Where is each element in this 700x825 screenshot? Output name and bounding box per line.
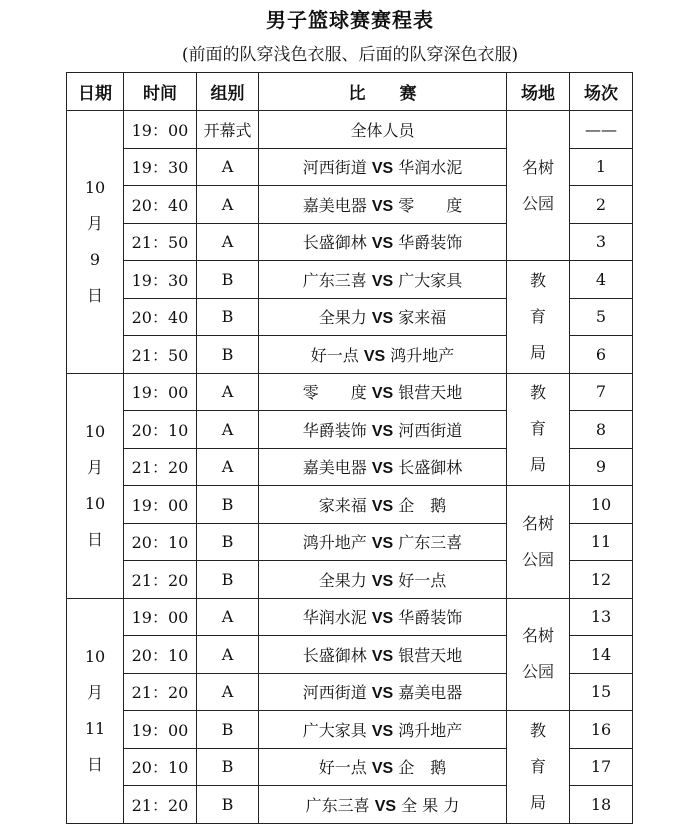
home-team: 零 度 xyxy=(302,383,367,403)
game-number-cell: 1 xyxy=(570,148,633,186)
away-team: 广东三喜 xyxy=(398,533,463,553)
time-cell: 21：50 xyxy=(124,336,197,374)
venue-line: 局 xyxy=(529,455,546,475)
venue-line: 名树 xyxy=(521,513,554,533)
match-cell xyxy=(259,448,507,486)
schedule-row xyxy=(67,373,633,411)
date-line: 日 xyxy=(86,529,103,549)
game-number-cell: 17 xyxy=(570,748,633,786)
away-team: 银营天地 xyxy=(398,383,463,403)
vs-label: VS xyxy=(371,310,394,328)
match-cell xyxy=(259,373,507,411)
match-cell xyxy=(259,336,507,374)
date-line: 10 xyxy=(84,421,106,441)
game-number-cell: 3 xyxy=(570,223,633,261)
home-team: 长盛御林 xyxy=(302,645,367,665)
match-cell xyxy=(259,748,507,786)
schedule-row xyxy=(67,486,633,524)
away-team: 长盛御林 xyxy=(398,458,463,478)
time-cell: 19：00 xyxy=(124,373,197,411)
time-cell: 19：00 xyxy=(124,598,197,636)
vs-label: VS xyxy=(371,572,394,590)
group-cell: B xyxy=(197,561,259,599)
home-team: 广东三喜 xyxy=(305,795,370,815)
match-cell xyxy=(259,298,507,336)
away-team: 银营天地 xyxy=(398,645,463,665)
match-cell xyxy=(259,598,507,636)
vs-label: VS xyxy=(371,197,394,215)
match-cell xyxy=(259,411,507,449)
header-group: 组别 xyxy=(197,73,259,111)
group-cell: A xyxy=(197,373,259,411)
game-number-cell: 6 xyxy=(570,336,633,374)
away-team: 广大家具 xyxy=(398,270,463,290)
header-date: 日期 xyxy=(67,73,124,111)
game-number-cell: 4 xyxy=(570,261,633,299)
game-number-cell: 5 xyxy=(570,298,633,336)
game-number-cell: 16 xyxy=(570,711,633,749)
away-team: 企 鹅 xyxy=(398,758,447,778)
date-line: 10 xyxy=(84,177,106,197)
group-cell: A xyxy=(197,186,259,224)
group-cell: A xyxy=(197,223,259,261)
match-cell xyxy=(259,186,507,224)
away-team: 嘉美电器 xyxy=(398,683,463,703)
game-number-cell: 13 xyxy=(570,598,633,636)
home-team: 好一点 xyxy=(318,758,367,778)
header-game-no: 场次 xyxy=(570,73,633,111)
home-team: 全果力 xyxy=(318,308,367,328)
game-number-cell: 15 xyxy=(570,673,633,711)
venue-line: 教 xyxy=(529,383,546,403)
time-cell: 20：40 xyxy=(124,186,197,224)
venue-cell xyxy=(507,486,570,599)
group-cell: B xyxy=(197,523,259,561)
group-cell: B xyxy=(197,336,259,374)
time-cell: 19：30 xyxy=(124,148,197,186)
match-cell xyxy=(259,786,507,824)
page-title: 男子篮球赛赛程表 xyxy=(266,8,434,32)
group-cell: B xyxy=(197,711,259,749)
home-team: 河西街道 xyxy=(302,158,367,178)
date-line: 11 xyxy=(84,718,106,738)
page-subtitle: (前面的队穿浅色衣服、后面的队穿深色衣服) xyxy=(181,45,519,65)
home-team: 好一点 xyxy=(310,345,359,365)
game-number-cell: 14 xyxy=(570,636,633,674)
time-cell: 19：00 xyxy=(124,111,197,149)
venue-line: 公园 xyxy=(521,549,554,569)
header-match: 比 赛 xyxy=(259,73,507,111)
group-cell: A xyxy=(197,673,259,711)
game-number-cell: 8 xyxy=(570,411,633,449)
venue-cell xyxy=(507,711,570,824)
match-cell xyxy=(259,636,507,674)
date-line: 日 xyxy=(86,754,103,774)
match-cell xyxy=(259,711,507,749)
match-cell xyxy=(259,261,507,299)
venue-cell xyxy=(507,373,570,486)
away-team: 华润水泥 xyxy=(398,158,463,178)
time-cell: 20：40 xyxy=(124,298,197,336)
home-team: 华润水泥 xyxy=(302,608,367,628)
time-cell: 20：10 xyxy=(124,411,197,449)
group-cell: B xyxy=(197,786,259,824)
time-cell: 19：30 xyxy=(124,261,197,299)
away-team: 鸿升地产 xyxy=(390,345,455,365)
group-cell: A xyxy=(197,636,259,674)
game-number-cell: 9 xyxy=(570,448,633,486)
group-cell: A xyxy=(197,411,259,449)
vs-label: VS xyxy=(371,235,394,253)
date-line: 月 xyxy=(86,213,103,233)
venue-line: 育 xyxy=(529,419,546,439)
game-number-cell: 18 xyxy=(570,786,633,824)
venue-cell xyxy=(507,111,570,261)
time-cell: 20：10 xyxy=(124,748,197,786)
home-team: 长盛御林 xyxy=(302,233,367,253)
match-cell xyxy=(259,523,507,561)
date-line: 月 xyxy=(86,682,103,702)
game-number-cell: 2 xyxy=(570,186,633,224)
vs-label: VS xyxy=(371,497,394,515)
game-number-cell: 7 xyxy=(570,373,633,411)
venue-line: 育 xyxy=(529,306,546,326)
venue-line: 教 xyxy=(529,270,546,290)
date-cell xyxy=(67,598,124,823)
group-cell: A xyxy=(197,598,259,636)
venue-line: 局 xyxy=(529,792,546,812)
away-team: 河西街道 xyxy=(398,420,463,440)
venue-line: 名树 xyxy=(521,157,554,177)
vs-label: VS xyxy=(371,385,394,403)
venue-line: 公园 xyxy=(521,662,554,682)
away-team: 华爵装饰 xyxy=(398,233,463,253)
home-team: 家来福 xyxy=(318,495,367,515)
home-team: 嘉美电器 xyxy=(302,195,367,215)
group-cell: B xyxy=(197,298,259,336)
game-number-cell: 12 xyxy=(570,561,633,599)
match-cell: 全体人员 xyxy=(259,111,507,149)
home-team: 华爵装饰 xyxy=(302,420,367,440)
schedule-row xyxy=(67,261,633,299)
group-cell: B xyxy=(197,486,259,524)
match-cell xyxy=(259,223,507,261)
date-line: 10 xyxy=(84,493,106,513)
home-team: 河西街道 xyxy=(302,683,367,703)
group-cell: B xyxy=(197,748,259,786)
vs-label: VS xyxy=(371,610,394,628)
schedule-row xyxy=(67,598,633,636)
schedule-table xyxy=(66,72,633,824)
match-cell xyxy=(259,561,507,599)
time-cell: 21：20 xyxy=(124,673,197,711)
date-line: 月 xyxy=(86,457,103,477)
vs-label: VS xyxy=(371,160,394,178)
vs-label: VS xyxy=(371,422,394,440)
date-line: 日 xyxy=(86,285,103,305)
venue-line: 育 xyxy=(529,756,546,776)
home-team: 广大家具 xyxy=(302,720,367,740)
vs-label: VS xyxy=(371,460,394,478)
match-cell xyxy=(259,486,507,524)
group-cell: A xyxy=(197,448,259,486)
venue-cell xyxy=(507,598,570,711)
away-team: 家来福 xyxy=(398,308,447,328)
vs-label: VS xyxy=(371,685,394,703)
vs-label: VS xyxy=(371,760,394,778)
home-team: 全果力 xyxy=(318,570,367,590)
vs-label: VS xyxy=(371,272,394,290)
group-cell: 开幕式 xyxy=(197,111,259,149)
vs-label: VS xyxy=(363,347,386,365)
time-cell: 19：00 xyxy=(124,711,197,749)
venue-line: 公园 xyxy=(521,193,554,213)
vs-label: VS xyxy=(374,797,397,815)
home-team: 广东三喜 xyxy=(302,270,367,290)
time-cell: 21：50 xyxy=(124,223,197,261)
group-cell: A xyxy=(197,148,259,186)
away-team: 好一点 xyxy=(398,570,447,590)
header-venue: 场地 xyxy=(507,73,570,111)
date-line: 9 xyxy=(89,249,101,269)
venue-line: 名树 xyxy=(521,626,554,646)
home-team: 嘉美电器 xyxy=(302,458,367,478)
away-team: 企 鹅 xyxy=(398,495,447,515)
schedule-row xyxy=(67,711,633,749)
away-team: 零 度 xyxy=(398,195,463,215)
time-cell: 21：20 xyxy=(124,786,197,824)
date-cell xyxy=(67,111,124,374)
game-number-cell: 10 xyxy=(570,486,633,524)
header-time: 时间 xyxy=(124,73,197,111)
date-line: 10 xyxy=(84,646,106,666)
time-cell: 21：20 xyxy=(124,561,197,599)
match-cell xyxy=(259,148,507,186)
time-cell: 20：10 xyxy=(124,523,197,561)
time-cell: 19：00 xyxy=(124,486,197,524)
vs-label: VS xyxy=(371,535,394,553)
venue-cell xyxy=(507,261,570,374)
away-team: 华爵装饰 xyxy=(398,608,463,628)
time-cell: 21：20 xyxy=(124,448,197,486)
venue-line: 教 xyxy=(529,720,546,740)
away-team: 全 果 力 xyxy=(401,795,460,815)
group-cell: B xyxy=(197,261,259,299)
schedule-row xyxy=(67,111,633,149)
game-number-cell: —— xyxy=(570,111,633,149)
vs-label: VS xyxy=(371,647,394,665)
match-cell xyxy=(259,673,507,711)
date-cell xyxy=(67,373,124,598)
home-team: 鸿升地产 xyxy=(302,533,367,553)
away-team: 鸿升地产 xyxy=(398,720,463,740)
venue-line: 局 xyxy=(529,342,546,362)
vs-label: VS xyxy=(371,722,394,740)
game-number-cell: 11 xyxy=(570,523,633,561)
time-cell: 20：10 xyxy=(124,636,197,674)
header-row xyxy=(67,73,633,111)
